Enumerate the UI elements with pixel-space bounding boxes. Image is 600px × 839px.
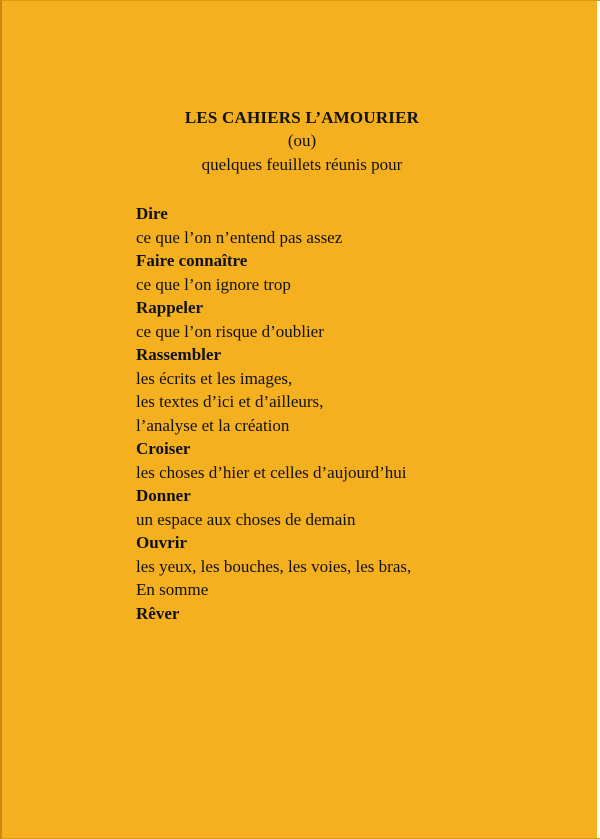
entry-line: les textes d’ici et d’ailleurs,: [136, 392, 324, 411]
entry-verb: Dire: [136, 204, 168, 223]
page-title: LES CAHIERS L’AMOURIER: [184, 108, 420, 127]
entry-rever: [136, 602, 576, 626]
entry-verb: Donner: [136, 486, 191, 505]
header: [2, 107, 600, 177]
entry-line: ce que l’on ignore trop: [136, 274, 291, 294]
entry-verb: Rappeler: [136, 298, 204, 317]
entry-line: les choses d’hier et celles d’aujourd’hui: [136, 462, 407, 482]
entry-rassembler: [136, 343, 576, 437]
entry-croiser: [136, 437, 576, 484]
entry-verb: Rêver: [136, 603, 180, 623]
entry-dire: [136, 202, 576, 249]
entry-line: ce que l’on n’entend pas assez: [136, 227, 343, 247]
entry-line: les écrits et les images,: [136, 368, 293, 388]
entry-line: les yeux, les bouches, les voies, les bras,: [136, 556, 412, 576]
entry-faire-connaitre: [136, 249, 576, 296]
entry-line: En somme: [136, 580, 209, 599]
manifesto-list: [136, 202, 576, 625]
entry-verb: Ouvrir: [136, 533, 187, 552]
entry-line: l’analyse et la création: [136, 415, 290, 435]
entry-verb: Croiser: [136, 439, 191, 458]
entry-line: un espace aux choses de demain: [136, 509, 356, 529]
page-intro: quelques feuillets réunis pour: [201, 155, 403, 174]
entry-ouvrir: [136, 531, 576, 602]
page-subtitle: (ou): [287, 131, 317, 150]
entry-line: ce que l’on risque d’oublier: [136, 321, 324, 341]
entry-donner: [136, 484, 576, 531]
entry-rappeler: [136, 296, 576, 343]
entry-verb: Rassembler: [136, 345, 221, 364]
entry-verb: Faire connaître: [136, 251, 248, 270]
